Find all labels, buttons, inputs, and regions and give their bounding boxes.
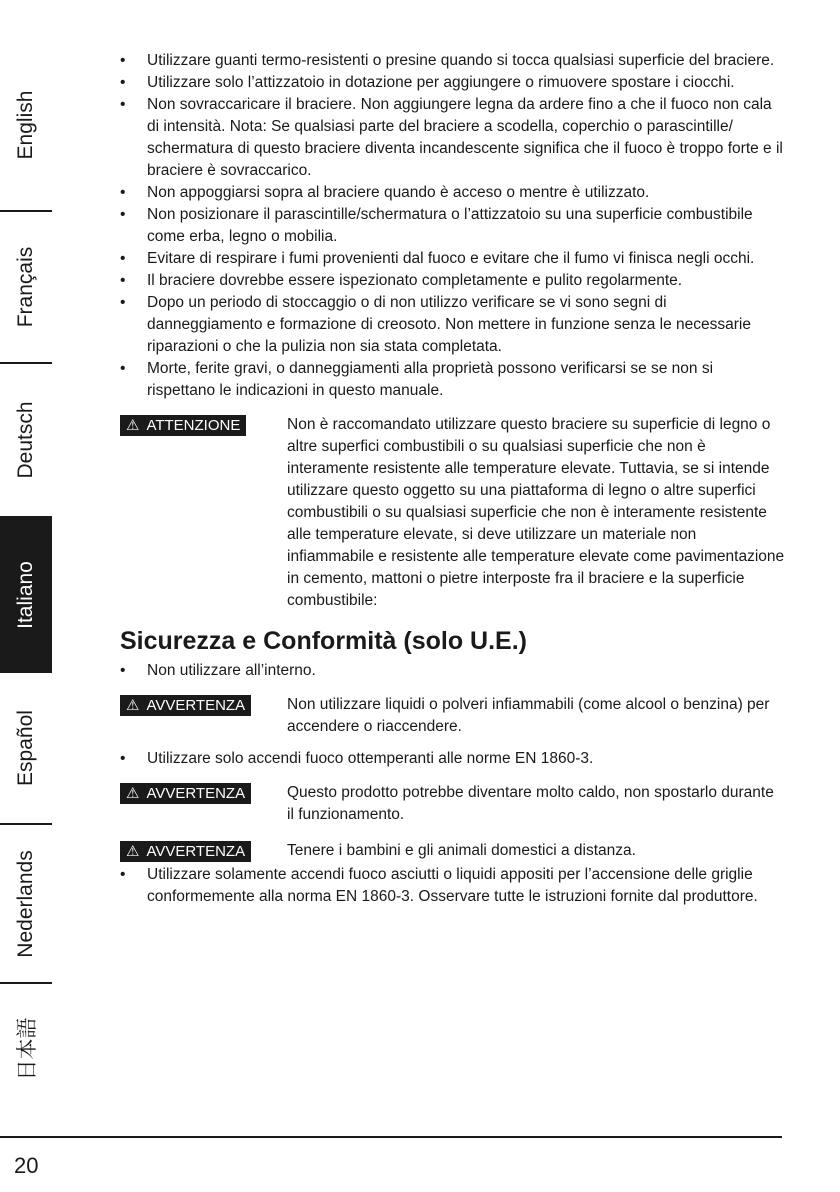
safety-list xyxy=(120,660,785,682)
tab-label: 日本語 xyxy=(16,1017,39,1081)
list-item: • Utilizzare solo accendi fuoco ottemperanti alle norme EN 1860-3. xyxy=(120,748,785,770)
tab-label: Italiano xyxy=(14,560,37,629)
warning-triangle-icon: ⚠ xyxy=(126,785,140,802)
warning-text: Non utilizzare liquidi o polveri infiammabili (come alcool o benzina) per accendere o riaccendere. xyxy=(287,696,770,735)
language-sidebar xyxy=(0,0,52,1192)
warning-block xyxy=(120,782,785,826)
list-item: • Utilizzare guanti termo-resistenti o presine quando si tocca qualsiasi superficie del braciere. xyxy=(120,50,785,72)
tab-espanol[interactable] xyxy=(0,673,52,823)
list-item: • Non utilizzare all’interno. xyxy=(120,660,785,682)
warning-text: Tenere i bambini e gli animali domestici a distanza. xyxy=(287,842,636,859)
warning-triangle-icon: ⚠ xyxy=(126,697,140,714)
tab-deutsch[interactable] xyxy=(0,364,52,516)
warning-block xyxy=(120,694,785,738)
warning-badge xyxy=(120,841,251,862)
safety-list xyxy=(120,50,785,402)
tab-label: Español xyxy=(14,710,37,786)
list-item: • Evitare di respirare i fumi provenienti dal fuoco e evitare che il fumo vi finisca negli occhi. xyxy=(120,248,785,270)
list-item: • Non sovraccaricare il braciere. Non aggiungere legna da ardere fino a che il fuoco non cala di intensità. Nota: Se qualsiasi parte del braciere a scodella, coperchio o parascintille/ schermatura di questo braciere diventa incandescente significa che il fuoco è troppo forte e il braciere è sovraccarico. xyxy=(120,94,785,182)
list-item: • Il braciere dovrebbe essere ispezionato completamente e pulito regolarmente. xyxy=(120,270,785,292)
list-item: • Utilizzare solo l’attizzatoio in dotazione per aggiungere o rimuovere spostare i ciocchi. xyxy=(120,72,785,94)
safety-list xyxy=(120,864,785,908)
tab-label: Nederlands xyxy=(14,849,37,958)
warning-badge-label: AVVERTENZA xyxy=(146,785,246,802)
tab-francais[interactable] xyxy=(0,212,52,362)
tab-japanese[interactable] xyxy=(0,984,52,1114)
warning-badge-label: AVVERTENZA xyxy=(146,843,246,860)
warning-badge xyxy=(120,695,251,716)
page-number: 20 xyxy=(14,1153,39,1178)
warning-badge-label: ATTENZIONE xyxy=(146,417,241,434)
warning-text: Questo prodotto potrebbe diventare molto caldo, non spostarlo durante il funzionamento. xyxy=(287,784,774,823)
safety-list xyxy=(120,748,785,770)
warning-badge-label: AVVERTENZA xyxy=(146,697,246,714)
warning-triangle-icon: ⚠ xyxy=(126,417,140,434)
footer-divider xyxy=(0,1136,782,1138)
list-item: • Utilizzare solamente accendi fuoco asciutti o liquidi appositi per l’accensione delle griglie conformemente alla norma EN 1860-3. Osservare tutte le istruzioni fornite dal produttore. xyxy=(120,864,785,908)
list-item: • Non posizionare il parascintille/schermatura o l’attizzatoio su una superficie combustibile come erba, legno o mobilia. xyxy=(120,204,785,248)
tab-english[interactable] xyxy=(0,40,52,210)
tab-italiano[interactable] xyxy=(0,516,52,673)
warning-triangle-icon: ⚠ xyxy=(126,843,140,860)
warning-badge xyxy=(120,415,246,436)
warning-text: Non è raccomandato utilizzare questo braciere su superficie di legno o altre superfici combustibili o su qualsiasi superficie che non è interamente resistente alle temperature elevate. Tuttavia, se si intende utilizzare questo oggetto su una piattaforma di legno o altre superfici combustibili o su qualsiasi superficie che non è interamente resistente alle temperature elevate, si deve utilizzare un materiale non infiammabile e resistente alle temperature elevate come pavimentazione in cemento, mattoni o pietre interposte fra il braciere e la superficie combustibile: xyxy=(287,416,785,609)
list-item: • Morte, ferite gravi, o danneggiamenti alla proprietà possono verificarsi se se non si rispettano le indicazioni in questo manuale. xyxy=(120,358,785,402)
tab-label: English xyxy=(14,90,37,160)
tab-nederlands[interactable] xyxy=(0,825,52,982)
warning-badge xyxy=(120,783,251,804)
tab-label: Français xyxy=(14,246,37,328)
list-item: • Non appoggiarsi sopra al braciere quando è acceso o mentre è utilizzato. xyxy=(120,182,785,204)
main-content xyxy=(120,50,785,908)
warning-block xyxy=(120,414,785,612)
tab-label: Deutsch xyxy=(14,401,37,479)
warning-block xyxy=(120,840,785,862)
section-title: Sicurezza e Conformità (solo U.E.) xyxy=(120,627,528,655)
list-item: • Dopo un periodo di stoccaggio o di non utilizzo verificare se vi sono segni di danneggiamento e formazione di creosoto. Non mettere in funzione senza le necessarie riparazioni o che la pulizia non sia stata completata. xyxy=(120,292,785,358)
